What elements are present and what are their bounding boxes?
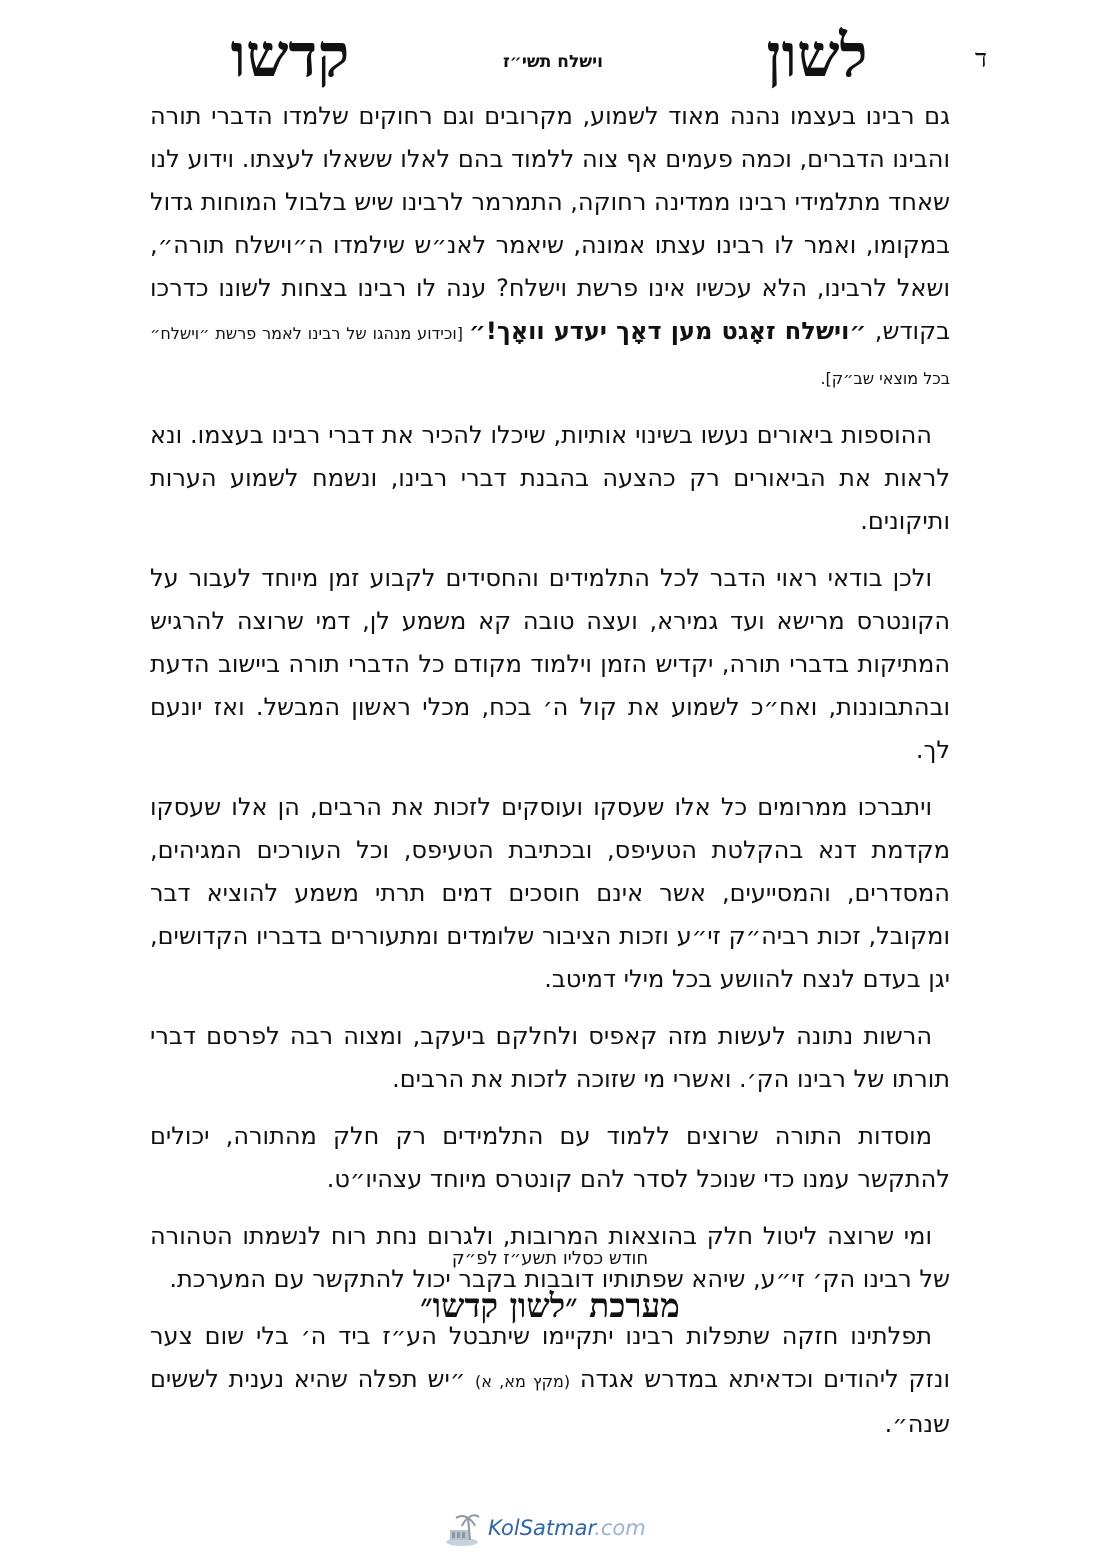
- header-title-right: לשון: [766, 21, 868, 91]
- footer-site-name: KolSatmar: [488, 1516, 595, 1540]
- paragraph-1-quote: ״וישלח זאָגט מען דאָך יעדע וואָך!״: [468, 317, 867, 345]
- paragraph-8-quote: ״יש תפלה שהיא נענית לששים שנה״.: [150, 1365, 950, 1438]
- paragraph-2: ההוספות ביאורים נעשו בשינוי אותיות, שיכלו להכיר את דברי רבינו בעצמו. ונא לראות את הביאורים רק כהצעה בהבנת דברי רבינו, ונשמח לשמוע הערות ותיקונים.: [150, 421, 950, 535]
- paragraph-1-note: [וכידוע מנהגו של רבינו לאמר פרשת ״וישלח״ בכל מוצאי שב״ק].: [150, 324, 950, 388]
- paragraph-8-reference: (מקץ מא, א): [475, 1372, 571, 1391]
- paragraph-8-text: תפלתינו חזקה שתפלות רבינו יתקיימו שיתבטל הע״ז ביד ה׳ בלי שום צער ונזק ליהודים וכדאיתא במדרש אגדה: [150, 1322, 951, 1393]
- paragraph-6: מוסדות התורה שרוצים ללמוד עם התלמידים רק חלק מהתורה, יכולים להתקשר עמנו כדי שנוכל לסדר להם קונטרס מיוחד עצהיו״ט.: [150, 1122, 950, 1193]
- header-title-left: קדשו: [230, 21, 350, 91]
- paragraph-1: [150, 95, 950, 400]
- footer-site-link[interactable]: [488, 1516, 646, 1540]
- page-number: ד: [975, 44, 988, 73]
- paragraph-7: ומי שרוצה ליטול חלק בהוצאות המרובות, ולגרום נחת רוח לנשמתו הטהורה של רבינו הק׳ זי״ע, שיהא שפתותיו דובבות בקבר יכול להתקשר עם המערכת.: [150, 1222, 950, 1293]
- signature-date: חודש כסליו תשע״ז לפ״ק: [451, 1248, 649, 1269]
- paragraph-3: ולכן בודאי ראוי הדבר לכל התלמידים והחסידים לקבוע זמן מיוחד לעבור על הקונטרס מרישא ועד גמירא, ועצה טובה קא משמע לן, דמי שרוצה להרגיש המתיקות בדברי תורה, יקדיש הזמן וילמוד מקודם כל הדברי תורה ביישוב הדעת ובהתבוננות, ואח״כ לשמוע את קול ה׳ בכח, מכלי ראשון המבשל. ואז יונעם לך.: [150, 564, 950, 764]
- footer-site-tld: .com: [594, 1516, 646, 1540]
- footer-watermark[interactable]: [442, 1508, 646, 1548]
- paragraph-5: הרשות נתונה לעשות מזה קאפיס ולחלקם ביעקב, ומצוה רבה לפרסם דברי תורתו של רבינו הק׳. ואשרי מי שזוכה לזכות את הרבים.: [150, 1022, 950, 1093]
- paragraph-4: ויתברכו ממרומים כל אלו שעסקו ועוסקים לזכות את הרבים, הן אלו שעסקו מקדמת דנא בהקלטת הטעיפס, ובכתיבת הטעיפס, וכל העורכים המגיהים, המסדרים, והמסייעים, אשר אינם חוסכים דמים תרתי משמע להוציא דבר ומקובל, זכות רביה״ק זי״ע וזכות הציבור שלומדים ומתעוררים בדבריו הקדושים, יגן בעדם לנצח להוושע בכל מילי דמיטב.: [150, 793, 950, 993]
- paragraph-1-text: גם רבינו בעצמו נהנה מאוד לשמוע, מקרובים וגם רחוקים שלמדו הדברי תורה והבינו הדברים, וכמה פעמים אף צוה ללמוד בהם לאלו ששאלו לעצתו. וידוע לנו שאחד מתלמידי רבינו ממדינה רחוקה, התמרמר לרבינו שיש בלבול המוחות גדול במקומו, ואמר לו רבינו עצתו אמונה, שיאמר לאנ״ש שילמדו ה״וישלח תורה״, ושאל לרבינו, הלא עכשיו אינו פרשת וישלח? ענה לו רבינו בצחות לשונו כדרכו בקודש,: [150, 102, 950, 345]
- palm-tree-island-icon: [442, 1508, 482, 1548]
- header-parsha: וישלח תשי״ז: [503, 52, 603, 72]
- signature-organization: מערכת ״לשון קדשו״: [420, 1286, 680, 1325]
- paragraph-8: [150, 1315, 950, 1446]
